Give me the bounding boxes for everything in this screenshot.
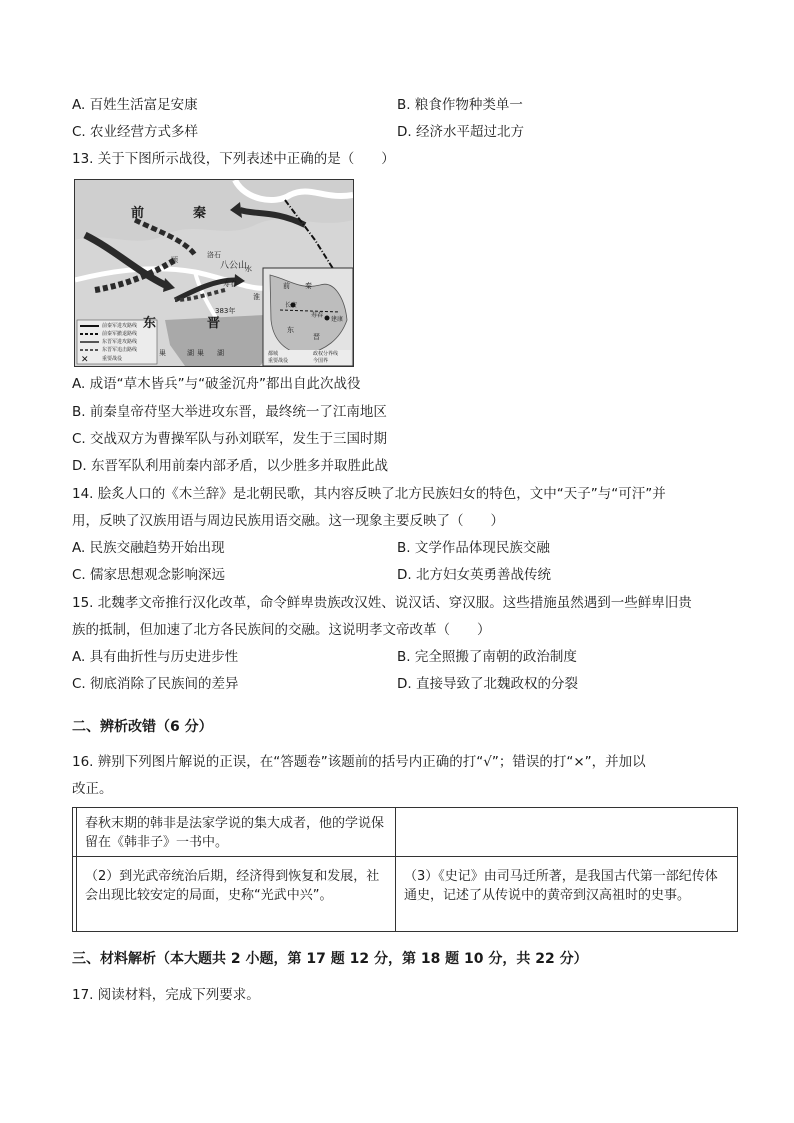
legend-item-2: 前秦军撤退路线 [102, 331, 138, 337]
section-2-title: 二、辨析改错（6 分） [72, 719, 213, 735]
q12-option-a: A. 百姓生活富足安康 [72, 97, 198, 113]
map-label-year: 383年 [215, 307, 236, 315]
map-label-chao2: 巢 [197, 349, 204, 357]
map-label-ying: 颍 [171, 256, 178, 264]
table-cell-empty [396, 808, 738, 857]
q15-option-c: C. 彻底消除了民族间的差异 [72, 676, 239, 692]
map-label-hu2: 湖 [217, 349, 224, 357]
q16-stem-line1: 16. 辨别下列图片解说的正误，在“答题卷”该题前的括号内正确的打“√”；错误的打“×”，并加以 [72, 754, 646, 770]
q14-option-d: D. 北方妇女英勇善战传统 [397, 567, 551, 583]
q17-stem: 17. 阅读材料，完成下列要求。 [72, 987, 260, 1003]
q13-option-d: D. 东晋军队利用前秦内部矛盾，以少胜多并取胜此战 [72, 458, 388, 474]
map-label-shouchun: 寿春 [223, 280, 237, 288]
section-3-title: 三、材料解析（本大题共 2 小题，第 17 题 12 分，第 18 题 10 分，共 22 分） [72, 951, 588, 967]
map-label-qin: 秦 [193, 206, 207, 221]
inset-label-qian: 前 [283, 282, 290, 290]
legend-item-5: 重要战役 [102, 356, 123, 362]
q14-option-b: B. 文学作品体现民族交融 [397, 540, 550, 556]
inset-legend-2: 政权分界线 [313, 351, 339, 357]
inset-label-shouchun: 寿春 [311, 312, 324, 319]
map-label-hu: 湖 [187, 349, 194, 357]
q15-stem-line2: 族的抵制，但加速了北方各民族间的交融。这说明孝文帝改革（ ） [72, 622, 491, 638]
q12-option-d: D. 经济水平超过北方 [397, 124, 524, 140]
map-label-chao: 巢 [159, 349, 166, 357]
map-label-dong: 东 [143, 316, 157, 331]
map-label-bagongshan: 八公山 [220, 261, 248, 271]
map-label-shui: 水 [245, 265, 252, 273]
q14-option-c: C. 儒家思想观念影响深远 [72, 567, 226, 583]
legend-item-4: 东晋军追击路线 [102, 347, 138, 353]
table-row [73, 808, 738, 857]
q14-option-a: A. 民族交融趋势开始出现 [72, 540, 225, 556]
inset-legend-3: 重要战役 [268, 358, 289, 364]
legend-item-1: 前秦军进攻路线 [102, 323, 138, 329]
q16-table [72, 807, 738, 932]
inset-legend-1: 都城 [268, 351, 279, 357]
table-row [73, 857, 738, 932]
inset-label-dong: 东 [287, 326, 294, 334]
q16-stem-line2: 改正。 [72, 781, 113, 797]
q15-option-d: D. 直接导致了北魏政权的分裂 [397, 676, 578, 692]
inset-label-changan: 长安 [285, 302, 298, 309]
table-cell-shiji: （3）《史记》由司马迁所著，是我国古代第一部纪传体通史，记述了从传说中的黄帝到汉高祖时的史事。 [396, 857, 738, 932]
q12-option-b: B. 粮食作物种类单一 [397, 97, 523, 113]
q14-stem-line2: 用，反映了汉族用语与周边民族用语交融。这一现象主要反映了（ ） [72, 513, 504, 529]
q15-option-a: A. 具有曲折性与历史进步性 [72, 649, 239, 665]
map-label-huai: 淮 [253, 293, 260, 301]
q13-option-b: B. 前秦皇帝苻坚大举进攻东晋，最终统一了江南地区 [72, 404, 387, 420]
map-label-luoshi: 洛石 [207, 251, 221, 259]
q15-option-b: B. 完全照搬了南朝的政治制度 [397, 649, 577, 665]
legend-item-3: 东晋军进攻路线 [102, 339, 138, 345]
table-cell-hanfei: 春秋末期的韩非是法家学说的集大成者，他的学说保留在《韩非子》一书中。 [77, 808, 396, 857]
q15-stem-line1: 15. 北魏孝文帝推行汉化改革，命令鲜卑贵族改汉姓、说汉话、穿汉服。这些措施虽然遇到一些鲜卑旧贵 [72, 595, 692, 611]
inset-label-jin: 晋 [313, 333, 320, 341]
q13-option-c: C. 交战双方为曹操军队与孙刘联军，发生于三国时期 [72, 431, 388, 447]
q13-option-a: A. 成语“草木皆兵”与“破釜沉舟”都出自此次战役 [72, 376, 361, 392]
map-label-jin: 晋 [207, 316, 221, 331]
q13-stem: 13. 关于下图所示战役，下列表述中正确的是（ ） [72, 151, 395, 167]
q14-stem-line1: 14. 脍炙人口的《木兰辞》是北朝民歌，其内容反映了北方民族妇女的特色，文中“天子”与“可汗”并 [72, 486, 666, 502]
table-cell-guangwu: （2）到光武帝统治后期，经济得到恢复和发展，社会出现比较安定的局面，史称“光武中兴”。 [77, 857, 396, 932]
map-label-qian: 前 [131, 206, 145, 221]
svg-text:✕: ✕ [81, 355, 89, 365]
inset-label-qin: 秦 [305, 282, 312, 290]
inset-label-jiankang: 建康 [331, 316, 344, 323]
battle-map [74, 179, 354, 367]
inset-legend-4: 今国界 [313, 358, 329, 364]
q12-option-c: C. 农业经营方式多样 [72, 124, 199, 140]
